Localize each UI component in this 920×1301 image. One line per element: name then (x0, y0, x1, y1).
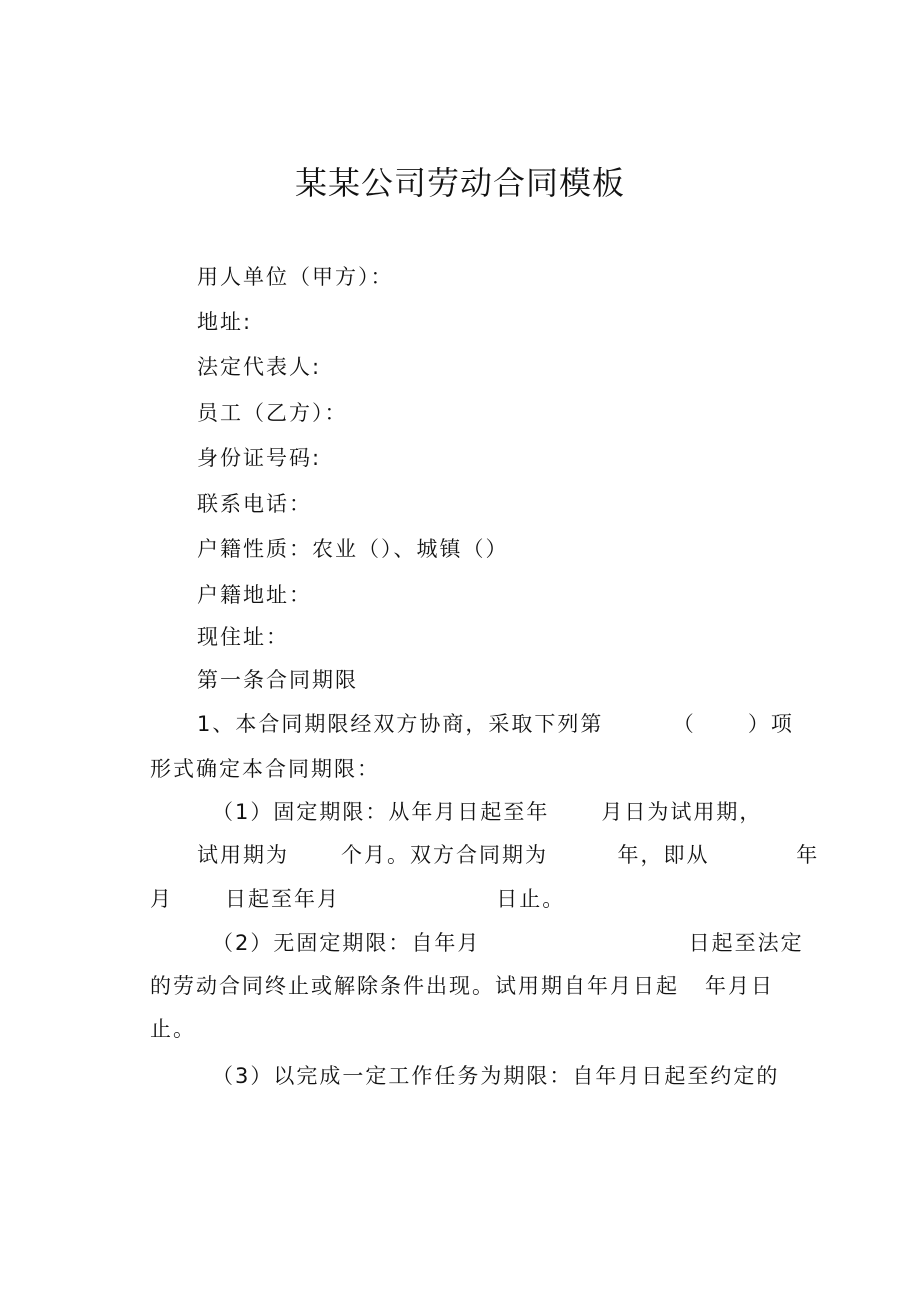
item-1-line-2: 试用期为 个月。双方合同期为 年，即从 年 (197, 843, 820, 867)
field-legal-representative: 法定代表人: (197, 355, 322, 379)
field-household-address: 户籍地址： (197, 583, 312, 607)
item-2-line-2: 的劳动合同终止或解除条件出现。试用期自年月日起 年月日 (150, 974, 775, 998)
clause-1-line-1: 1、本合同期限经双方协商，采取下列第 （ ）项 (197, 712, 794, 736)
field-household-type: 户籍性质：农业（）、城镇（） (197, 537, 509, 561)
field-id-number: 身份证号码: (197, 446, 322, 470)
item-3-line-1: （3）以完成一定工作任务为期限：自年月日起至约定的 (212, 1064, 780, 1088)
item-2-line-1: （2）无固定期限：自年月 日起至法定 (212, 931, 804, 955)
field-address: 地址: (197, 310, 253, 334)
item-1-line-1: （1）固定期限：从年月日起至年 月日为试用期， (212, 800, 763, 824)
document-title: 某某公司劳动合同模板 (294, 164, 625, 202)
item-2-line-3: 止。 (150, 1017, 196, 1041)
field-employee: 员工（乙方）： (197, 401, 348, 425)
item-1-line-3: 月 日起至年月 日止。 (150, 887, 566, 911)
field-current-address: 现住址： (197, 625, 289, 649)
article-1-heading: 第一条合同期限 (197, 668, 358, 692)
field-phone: 联系电话： (197, 492, 312, 516)
clause-1-line-2: 形式确定本合同期限： (150, 757, 380, 781)
field-employer: 用人单位（甲方）： (197, 265, 394, 289)
